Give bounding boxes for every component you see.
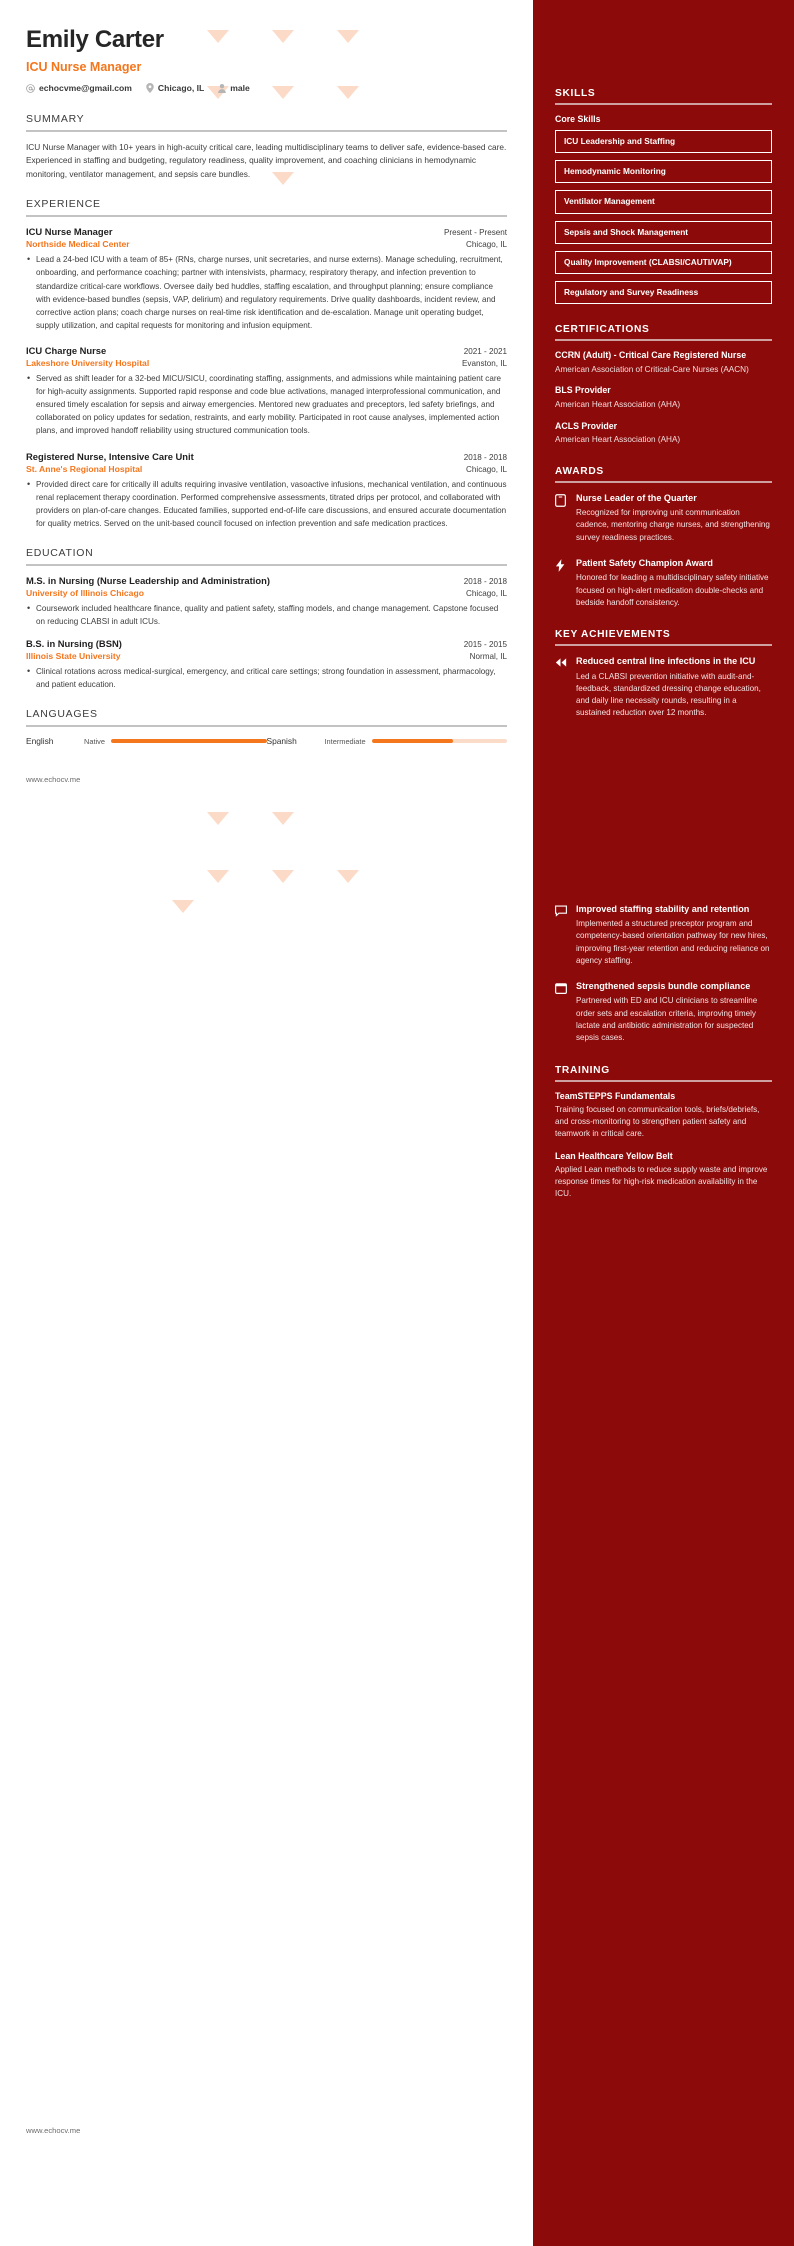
achievement-desc: Partnered with ED and ICU clinicians to streamline order sets and escalation criteria, improving timely lactate and antibiotic administration for suspected sepsis cases.	[576, 996, 758, 1043]
award-title: Patient Safety Champion Award	[576, 558, 713, 569]
sidebar-section-training	[555, 1065, 772, 1201]
section-title-experience: EXPERIENCE	[26, 198, 101, 211]
experience-item	[26, 226, 507, 332]
bolt-icon	[555, 557, 568, 572]
section-title-languages: LANGUAGES	[26, 708, 98, 721]
sidebar-section-certifications	[555, 324, 772, 446]
achievement-item	[555, 980, 772, 1044]
contact-gender-text: male	[230, 83, 250, 93]
education-bullets	[26, 665, 507, 691]
education-location: Chicago, IL	[466, 588, 507, 598]
training-desc: Applied Lean methods to reduce supply waste and improve response times for high-risk medication availability in the ICU.	[555, 1165, 768, 1199]
section-divider	[26, 215, 507, 217]
section-title-summary: SUMMARY	[26, 113, 85, 125]
certification-name: BLS Provider	[555, 385, 611, 396]
contact-location-text: Chicago, IL	[157, 83, 205, 93]
language-level: Native	[84, 736, 105, 746]
education-dates: 2015 - 2015	[463, 640, 507, 650]
education-degree: M.S. in Nursing (Nurse Leadership and Administration)	[26, 574, 270, 586]
achievement-title: Reduced central line infections in the ICU	[576, 656, 756, 667]
sidebar-title-achievements: KEY ACHIEVEMENTS	[555, 629, 671, 641]
education-location: Normal, IL	[469, 652, 507, 662]
certification-org: American Association of Critical-Care Nurses (AACN)	[555, 364, 749, 374]
education-school: Illinois State University	[26, 651, 121, 662]
sidebar-divider	[555, 481, 772, 483]
sidebar-title-certifications: CERTIFICATIONS	[555, 324, 650, 336]
job-dates: 2021 - 2021	[463, 346, 507, 356]
job-location: Chicago, IL	[466, 464, 507, 474]
page-title: Emily Carter	[26, 26, 164, 53]
certification-name: ACLS Provider	[555, 420, 618, 431]
contact-email[interactable]	[26, 83, 132, 93]
badge-icon	[555, 492, 568, 507]
languages-list	[26, 736, 507, 746]
certification-org: American Heart Association (AHA)	[555, 435, 681, 445]
achievement-desc: Implemented a structured preceptor program and competency-based orientation pathway for new hires, improving first-year retention and reducing reliance on agency staffing.	[576, 918, 770, 965]
section-divider	[26, 130, 507, 132]
training-title: TeamSTEPPS Fundamentals	[555, 1090, 676, 1101]
email-icon	[26, 84, 35, 93]
education-dates: 2018 - 2018	[463, 576, 507, 586]
language-name: English	[26, 736, 54, 747]
achievement-title: Strengthened sepsis bundle compliance	[576, 981, 751, 992]
map-pin-icon	[146, 83, 154, 93]
footer-url[interactable]: www.echocv.me	[26, 775, 81, 785]
certification-item	[555, 421, 772, 446]
sidebar-title-awards: AWARDS	[555, 465, 604, 477]
job-dates: 2018 - 2018	[463, 452, 507, 462]
award-desc: Honored for leading a multidisciplinary safety initiative focused on high-alert medication double-checks and bedside handoff consistency.	[576, 573, 769, 607]
training-title: Lean Healthcare Yellow Belt	[555, 1151, 673, 1162]
clipboard-icon	[555, 980, 568, 994]
sidebar-divider	[555, 644, 772, 646]
job-organization: St. Anne's Regional Hospital	[26, 463, 143, 474]
job-bullet: • Provided direct care for critically ill adults requiring invasive ventilation, vasoactive infusions, mechanical ventilation, and continuous renal replacement therapy coordination. Performed comprehensive assessments, titrated drips per protocol, and collaborated with providers on plan-of-care changes. Educated families, supported end-of-life care discussions, and ensured accurate documentation for quality metrics. Served on the unit-based council focused on infection prevention and safe medication practices.	[26, 478, 507, 530]
education-bullet: • Clinical rotations across medical-surgical, emergency, and critical care settings; strong foundation in assessment, pharmacology, and patient education.	[26, 665, 507, 691]
education-item	[26, 575, 507, 628]
training-item	[555, 1151, 772, 1200]
job-bullet: • Served as shift leader for a 32-bed MICU/SICU, coordinating staffing, assignments, and admissions while maintaining patient care for high-acuity assignments. Supported rapid response and code blue activations, managed interprofessional communication, and ensured timely escalation for sepsis and airway emergencies. Mentored new graduates and preceptors, led safety briefings, and collaborated on policy updates for sedation, restraints, and early mobility. Participated in root cause analyses, implemented action plans, and improved handoff reliability using structured communication tools.	[26, 372, 507, 438]
section-languages	[26, 708, 507, 746]
section-divider	[26, 725, 507, 727]
award-title: Nurse Leader of the Quarter	[576, 492, 697, 503]
certification-name: CCRN (Adult) - Critical Care Registered Nurse	[555, 350, 747, 361]
summary-text: ICU Nurse Manager with 10+ years in high-acuity critical care, leading multidisciplinary teams to deliver safe, evidence-based care. Experienced in staffing and budgeting, regulatory readiness, quality improvement, and coaching clinicians in hemodynamic monitoring, ventilator management, and sepsis care bundles.	[26, 142, 507, 179]
education-bullet: • Coursework included healthcare finance, quality and patient safety, staffing models, and change management. Capstone focused on reducing CLABSI in adult ICUs.	[26, 602, 507, 628]
achievement-desc: Led a CLABSI prevention initiative with audit-and-feedback, standardized dressing change education, and daily line necessity rounds, resulting in a sustained reduction over 12 months.	[576, 671, 761, 718]
sidebar-divider	[555, 103, 772, 105]
sidebar-title-training: TRAINING	[555, 1064, 610, 1076]
education-item	[26, 638, 507, 691]
section-title-education: EDUCATION	[26, 546, 94, 559]
education-bullets	[26, 602, 507, 628]
job-dates: Present - Present	[444, 228, 507, 238]
language-progress-bar	[372, 739, 507, 743]
rewind-icon	[555, 655, 568, 668]
language-level: Intermediate	[324, 736, 366, 746]
job-title: ICU Charge Nurse	[26, 344, 107, 356]
section-experience	[26, 198, 507, 530]
skill-chip[interactable]: Sepsis and Shock Management	[555, 221, 772, 244]
contact-email-text: echocvme@gmail.com	[39, 83, 132, 93]
job-role-subtitle: ICU Nurse Manager	[26, 60, 142, 74]
language-item	[267, 736, 508, 746]
language-progress-bar	[111, 739, 267, 743]
job-location: Chicago, IL	[466, 240, 507, 250]
sidebar-section-awards	[555, 466, 772, 609]
skill-chip[interactable]: ICU Leadership and Staffing	[555, 130, 772, 153]
sidebar-divider	[555, 1080, 772, 1082]
job-organization: Northside Medical Center	[26, 239, 130, 250]
contact-location	[146, 83, 204, 93]
certification-item	[555, 350, 772, 375]
language-name: Spanish	[266, 736, 297, 747]
education-degree: B.S. in Nursing (BSN)	[26, 638, 122, 650]
job-location: Evanston, IL	[462, 358, 507, 368]
job-organization: Lakeshore University Hospital	[26, 357, 150, 368]
sidebar-title-skills: SKILLS	[555, 88, 596, 99]
chat-icon	[555, 903, 568, 917]
sidebar-section-skills	[555, 88, 772, 304]
experience-item	[26, 345, 507, 438]
job-title: Registered Nurse, Intensive Care Unit	[26, 450, 194, 462]
training-desc: Training focused on communication tools, briefs/debriefs, and cross-monitoring to strengthen patient safety and teamwork in critical care.	[555, 1104, 760, 1138]
skills-group-label: Core Skills	[555, 114, 601, 124]
section-summary	[26, 113, 507, 181]
sidebar-section-achievements	[555, 629, 772, 1044]
section-education	[26, 547, 507, 691]
training-item	[555, 1091, 772, 1140]
award-desc: Recognized for improving unit communication cadence, mentoring charge nurses, and strengthening survey readiness practices.	[576, 508, 770, 542]
job-bullets	[26, 372, 507, 438]
contact-bar	[26, 83, 507, 93]
job-title: ICU Nurse Manager	[26, 226, 113, 238]
section-divider	[26, 564, 507, 566]
job-bullets	[26, 478, 507, 530]
sidebar	[533, 0, 794, 2246]
job-bullet: • Lead a 24-bed ICU with a team of 85+ (RNs, charge nurses, unit secretaries, and nurse externs). Manage scheduling, recruitment, onboarding, and performance coaching; partner with intensivists, pharmacy, respiratory therapy, and infection prevention to standardize critical-care workflows. Oversee daily bed huddles, staffing escalation, and throughput planning; ensure compliance with evidence-based bundles (sepsis, VAP, delirium) and regulatory requirements. Drive quality dashboards, incident review, and corrective action plans; coach charge nurses on real-time risk identification and de-escalation. Manage unit operating budget, supply utilization, and capital requests for monitoring and infusion equipment.	[26, 253, 507, 332]
language-item	[26, 736, 267, 746]
certification-org: American Heart Association (AHA)	[555, 400, 681, 410]
award-item	[555, 557, 772, 609]
job-bullets	[26, 253, 507, 332]
education-school: University of Illinois Chicago	[26, 587, 144, 598]
skill-chip[interactable]: Regulatory and Survey Readiness	[555, 281, 772, 304]
achievement-item	[555, 655, 772, 719]
person-icon	[218, 84, 226, 93]
contact-gender	[218, 83, 250, 93]
achievement-item	[555, 903, 772, 967]
experience-item	[26, 451, 507, 530]
skill-chip[interactable]: Hemodynamic Monitoring	[555, 160, 772, 183]
sidebar-divider	[555, 339, 772, 341]
column-break-spacer	[555, 733, 772, 903]
footer-url-bottom[interactable]: www.echocv.me	[26, 2126, 81, 2136]
certification-item	[555, 385, 772, 410]
skill-chip[interactable]: Ventilator Management	[555, 190, 772, 213]
award-item	[555, 492, 772, 544]
skill-chip[interactable]: Quality Improvement (CLABSI/CAUTI/VAP)	[555, 251, 772, 274]
achievement-title: Improved staffing stability and retention	[576, 903, 750, 914]
